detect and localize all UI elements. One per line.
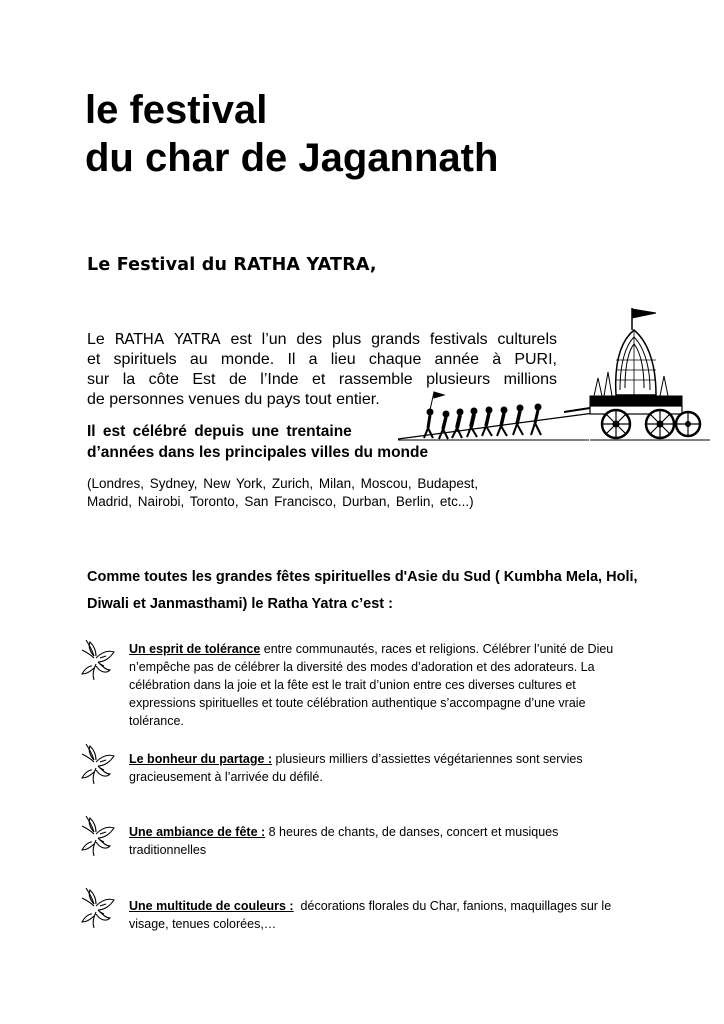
bullet-text	[129, 823, 659, 859]
cities-list	[87, 475, 537, 511]
intro-line-3: sur la côte Est de l’Inde et rassemble plusieurs millions	[87, 371, 557, 388]
bullet-text	[129, 640, 659, 730]
cities-line-1: (Londres, Sydney, New York, Zurich, Milan, Moscou, Budapest,	[87, 476, 479, 491]
bullet-label: Un esprit de tolérance	[129, 642, 261, 656]
bullet-line	[129, 750, 659, 768]
flower-icon	[76, 884, 120, 930]
intro-line-1-rest: est l’un des plus grands festivals culturels	[220, 331, 558, 348]
celebrated-statement	[87, 421, 487, 463]
bullet-line-text: 8 heures de chants, de danses, concert et musiques	[265, 825, 559, 839]
section-heading-line-1: Comme toutes les grandes fêtes spirituelles d'Asie du Sud ( Kumbha Mela, Holi,	[87, 569, 638, 585]
bullet-line	[129, 640, 659, 658]
bullet-line	[129, 897, 659, 915]
subtitle: Le Festival du RATHA YATRA,	[87, 255, 377, 275]
bullet-label: Le bonheur du partage :	[129, 752, 273, 766]
bullet-line: traditionnelles	[129, 843, 207, 857]
cities-line-2: Madrid, Nairobi, Toronto, San Francisco, Durban, Berlin, etc...)	[87, 494, 474, 509]
bullet-line	[129, 823, 659, 841]
bullet-line-text: plusieurs milliers d’assiettes végétariennes sont servies	[272, 752, 583, 766]
bullet-line-text: entre communautés, races et religions. Célébrer l’unité de Dieu	[260, 642, 614, 656]
flower-icon	[76, 740, 120, 786]
intro-line-4: de personnes venues du pays tout entier.	[87, 391, 380, 408]
bullet-line: célébration dans la joie et la fête est le trait d’union entre ces diverses cultures et	[129, 678, 576, 692]
title-line-1: le festival	[85, 88, 268, 132]
bullet-line: gracieusement à l’arrivée du défilé.	[129, 770, 323, 784]
section-heading-line-2: Diwali et Janmasthami) le Ratha Yatra c’est :	[87, 596, 393, 612]
intro-line-1-prefix: Le	[87, 331, 115, 348]
flower-icon	[76, 812, 120, 858]
bullet-text	[129, 897, 659, 933]
bullet-line: n’empêche pas de célébrer la diversité des modes d’adoration et des adorateurs. La	[129, 660, 595, 674]
celebrated-line-1: Il est célébré depuis une trentaine	[87, 423, 352, 440]
bullet-label: Une multitude de couleurs :	[129, 899, 294, 913]
bullet-line: tolérance.	[129, 714, 184, 728]
bullet-line-text: décorations florales du Char, fanions, maquillages sur le	[293, 899, 612, 913]
intro-line-2: et spirituels au monde. Il a lieu chaque année à PURI,	[87, 351, 557, 368]
bullet-label: Une ambiance de fête :	[129, 825, 266, 839]
section-heading	[87, 564, 677, 618]
title-line-2: du char de Jagannath	[85, 136, 499, 180]
bullet-line: expressions spirituelles et toute célébration authentique s’accompagne d’une vraie	[129, 696, 586, 710]
bullet-ambiance	[129, 823, 659, 859]
bullet-text	[129, 750, 659, 786]
ratha-yatra-name: RATHA YATRA	[114, 330, 221, 348]
celebrated-line-2: d’années dans les principales villes du monde	[87, 444, 429, 461]
page-title	[85, 86, 645, 182]
bullet-line: visage, tenues colorées,…	[129, 917, 277, 931]
bullet-sharing	[129, 750, 659, 786]
bullet-tolerance	[129, 640, 659, 730]
flower-icon	[76, 636, 120, 682]
bullet-colors	[129, 897, 659, 933]
